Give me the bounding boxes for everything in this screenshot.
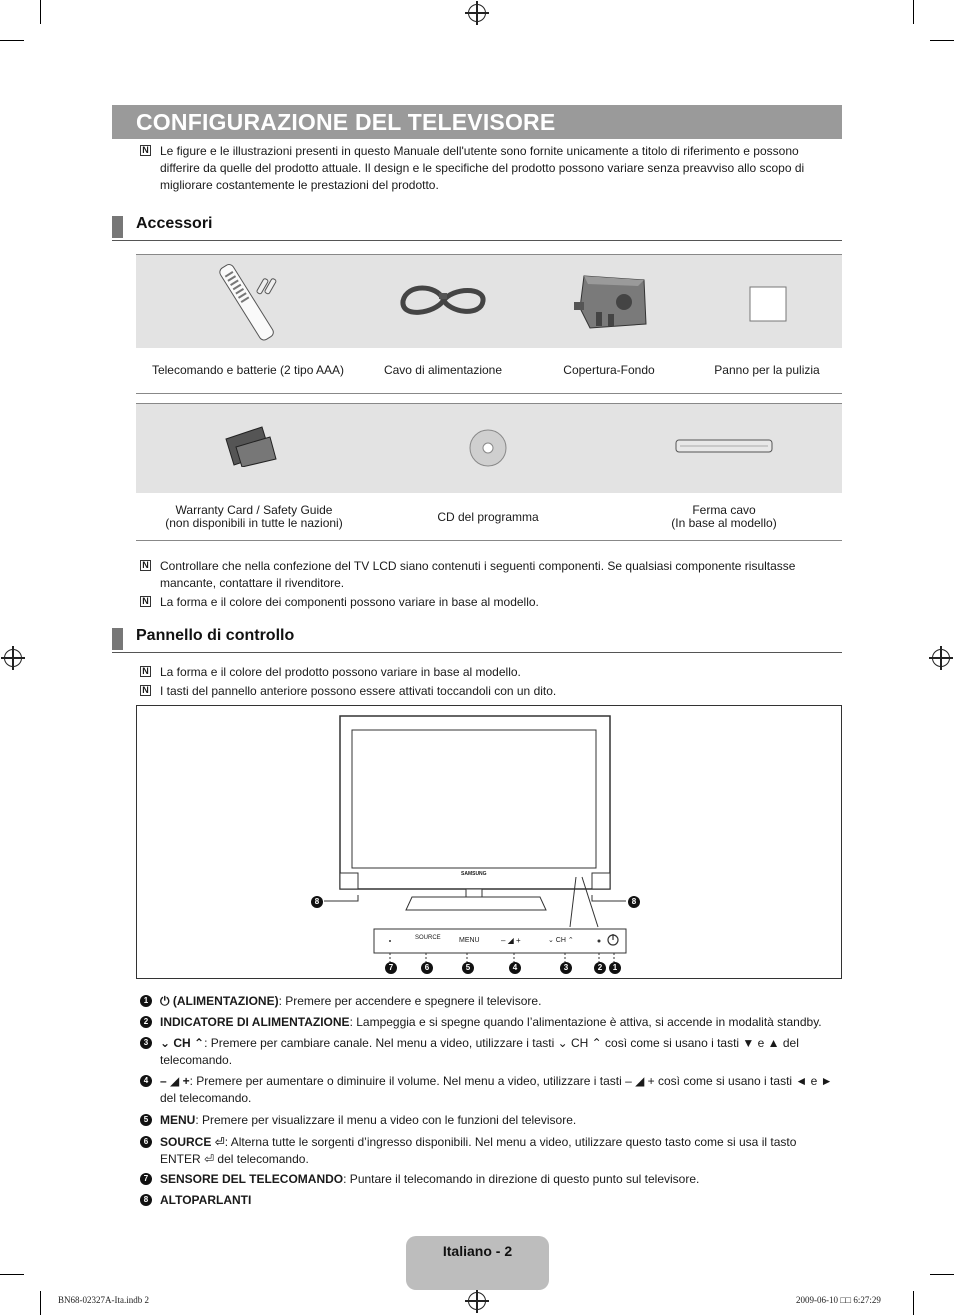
section-accessori <box>112 212 842 241</box>
description-text: : Premere per aumentare o diminuire il volume. Nel menu a video, utilizzare i tasti – ◢ + così come si usano i tasti ◄ e ► del telecomando. <box>160 1074 833 1105</box>
callout-number: 8 <box>140 1194 152 1206</box>
section-marker <box>112 216 123 238</box>
description-term: ALTOPARLANTI <box>160 1193 252 1207</box>
accessory-caption: Cavo di alimentazione <box>383 363 503 377</box>
brand-logo: SAMSUNG <box>461 871 487 877</box>
callout-1: 1 <box>609 962 621 974</box>
note-text: La forma e il colore dei componenti possono variare in base al modello. <box>160 595 539 609</box>
callout-number: 4 <box>140 1075 152 1087</box>
callout-7: 7 <box>385 962 397 974</box>
divider <box>136 254 842 255</box>
note-icon: N <box>140 560 151 571</box>
accessory-caption <box>382 511 594 524</box>
page-title-bar <box>112 105 842 139</box>
callout-number: 7 <box>140 1173 152 1185</box>
description-term: SENSORE DEL TELECOMANDO <box>160 1172 344 1186</box>
control-panel-diagram <box>136 705 842 979</box>
callout-6: 6 <box>421 962 433 974</box>
caption-line: (In base al modello) <box>671 516 777 530</box>
page-number-badge <box>406 1236 549 1290</box>
registration-mark-icon <box>4 649 22 667</box>
divider <box>136 403 842 404</box>
print-slug-right: 2009-06-10 □□ 6:27:29 <box>796 1295 881 1305</box>
page-title: CONFIGURAZIONE DEL TELEVISORE <box>136 109 556 135</box>
registration-mark-icon <box>468 4 486 22</box>
channel-button-label: ⌄ CH ⌃ <box>548 937 574 944</box>
power-cable-icon <box>397 281 489 321</box>
volume-button-label: – ◢ + <box>501 936 521 945</box>
accessory-note <box>140 594 830 611</box>
registration-mark-icon <box>468 1292 486 1310</box>
divider <box>136 540 842 541</box>
crop-mark <box>930 1274 954 1275</box>
callout-2: 2 <box>594 962 606 974</box>
description-item <box>140 1171 840 1188</box>
callout-4: 4 <box>509 962 521 974</box>
page-number: Italiano - 2 <box>442 1243 513 1259</box>
note-icon: N <box>140 685 151 696</box>
note-text: I tasti del pannello anteriore possono essere attivati toccandoli con un dito. <box>160 684 557 698</box>
section-accessori-title: Accessori <box>136 215 213 232</box>
callout-number: 2 <box>140 1016 152 1028</box>
section-pannello-title: Pannello di controllo <box>136 627 295 644</box>
callout-number: 3 <box>140 1037 152 1049</box>
description-term: ⌄ CH ⌃ <box>160 1036 205 1050</box>
source-button-label: SOURCE <box>415 935 441 941</box>
caption-line: Ferma cavo <box>692 503 756 517</box>
crop-mark <box>40 0 41 24</box>
accessory-caption <box>624 504 824 530</box>
description-term: SOURCE ⏎ <box>160 1135 225 1149</box>
panel-note <box>140 683 830 700</box>
cable-tie-icon <box>672 435 778 459</box>
description-term: MENU <box>160 1113 196 1127</box>
cover-bottom-icon <box>572 268 650 332</box>
divider <box>136 393 842 394</box>
accessory-caption: Panno per la pulizia <box>714 363 820 377</box>
callout-number: 1 <box>140 995 152 1007</box>
description-item <box>140 1192 840 1209</box>
cd-icon <box>467 428 509 468</box>
print-slug-left: BN68-02327A-Ita.indb 2 <box>58 1295 149 1305</box>
caption-line: Warranty Card / Safety Guide <box>175 503 333 517</box>
callout-8: 8 <box>628 896 640 908</box>
accessory-caption <box>136 504 372 530</box>
accessory-note <box>140 558 830 592</box>
section-pannello <box>112 624 842 653</box>
description-term: – ◢ + <box>160 1074 190 1088</box>
callout-3: 3 <box>560 962 572 974</box>
note-icon: N <box>140 596 151 607</box>
crop-mark <box>913 0 914 24</box>
caption-line: (non disponibili in tutte le nazioni) <box>165 516 343 530</box>
description-term: ⏻ (ALIMENTAZIONE) <box>160 994 279 1008</box>
description-item <box>140 1134 840 1168</box>
description-item <box>140 1073 840 1107</box>
registration-mark-icon <box>932 649 950 667</box>
panel-note <box>140 664 830 681</box>
description-term: INDICATORE DI ALIMENTAZIONE <box>160 1015 350 1029</box>
accessory-caption: Telecomando e batterie (2 tipo AAA) <box>151 363 345 377</box>
section-marker <box>112 628 123 650</box>
description-text: : Lampeggia e si spegne quando l’alimentazione è attiva, si accende in modalità standby. <box>349 1015 822 1029</box>
cleaning-cloth-icon <box>747 285 789 325</box>
remote-control-icon <box>205 262 290 342</box>
description-text: : Puntare il telecomando in direzione di questo punto sul televisore. <box>343 1172 700 1186</box>
description-text: : Premere per cambiare canale. Nel menu a video, utilizzare i tasti ⌄ CH ⌃ così come si usano i tasti ▼ e ▲ del telecomando. <box>160 1036 799 1067</box>
callout-5: 5 <box>462 962 474 974</box>
description-item <box>140 1112 840 1129</box>
description-item <box>140 1035 840 1069</box>
note-text: Controllare che nella confezione del TV LCD siano contenuti i seguenti componenti. Se qualsiasi componente risultasse mancante, contattare il rivenditore. <box>160 559 796 590</box>
note-text: La forma e il colore del prodotto possono variare in base al modello. <box>160 665 521 679</box>
crop-mark <box>930 40 954 41</box>
crop-mark <box>913 1291 914 1315</box>
callout-number: 6 <box>140 1136 152 1148</box>
tv-illustration <box>136 705 842 979</box>
description-text: : Premere per accendere e spegnere il televisore. <box>278 994 542 1008</box>
callout-number: 5 <box>140 1114 152 1126</box>
warranty-card-icon <box>222 423 278 467</box>
description-item <box>140 993 840 1010</box>
description-text: : Premere per visualizzare il menu a video con le funzioni del televisore. <box>195 1113 577 1127</box>
note-icon: N <box>140 666 151 677</box>
intro-note-text: Le figure e le illustrazioni presenti in questo Manuale dell'utente sono fornite unicamente a titolo di riferimento e possono differire da quelle del prodotto attuale. Il design e le specifiche del prodotto possono variare senza preavviso allo scopo di migliorare costantemente le prestazioni del prodotto. <box>160 144 805 192</box>
description-item <box>140 1014 840 1031</box>
description-text: : Alterna tutte le sorgenti d’ingresso disponibili. Nel menu a video, utilizzare questo tasto come si usa il tasto ENTER ⏎ del telecomando. <box>160 1135 797 1166</box>
crop-mark <box>0 1274 24 1275</box>
menu-button-label: MENU <box>459 937 480 944</box>
note-icon: N <box>140 145 151 156</box>
accessory-caption: Copertura-Fondo <box>563 363 655 377</box>
crop-mark <box>40 1291 41 1315</box>
intro-note <box>140 143 830 194</box>
caption-line: CD del programma <box>437 510 539 524</box>
crop-mark <box>0 40 24 41</box>
callout-8: 8 <box>311 896 323 908</box>
